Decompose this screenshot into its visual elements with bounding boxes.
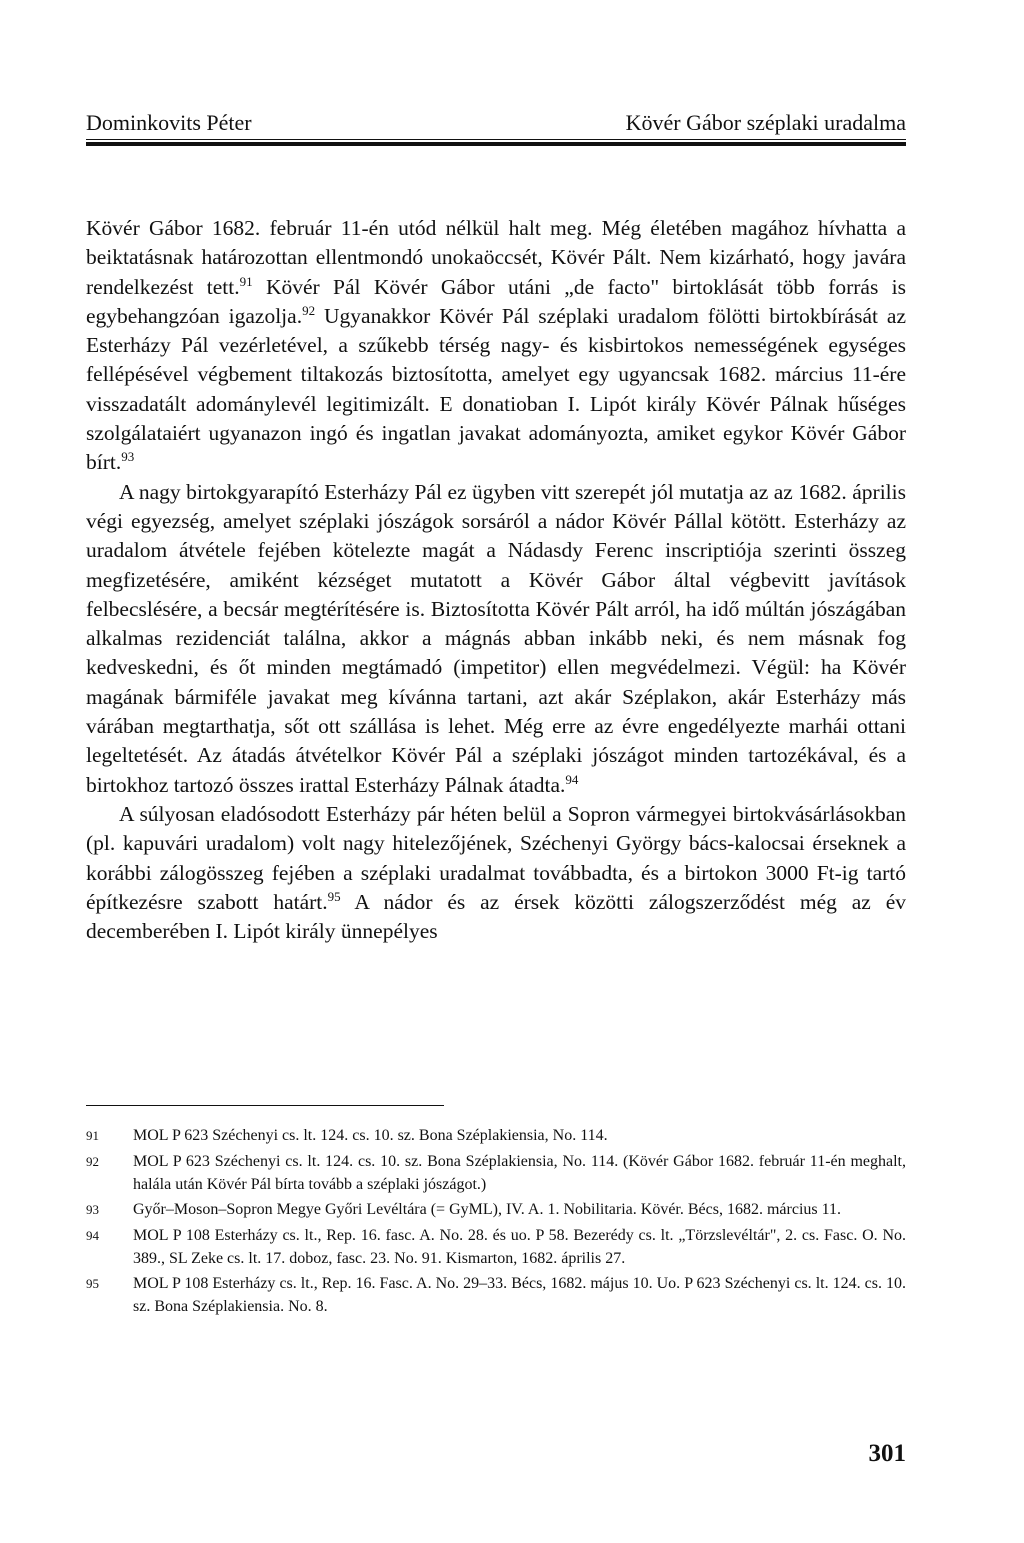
footnote-number: 95 (86, 1276, 99, 1291)
page-number: 301 (868, 1440, 906, 1467)
footnote-text: MOL P 623 Széchenyi cs. lt. 124. cs. 10. sz. Bona Széplakiensia, No. 114. (133, 1127, 608, 1144)
running-header (86, 98, 906, 134)
footnote-number: 91 (86, 1128, 99, 1143)
footnote-item (86, 1198, 906, 1221)
footnotes (86, 1124, 906, 1321)
header-author: Dominkovits Péter (86, 110, 252, 135)
body-text (86, 214, 906, 946)
footnote-ref-93: 93 (121, 449, 135, 465)
footnote-text: MOL P 108 Esterházy cs. lt., Rep. 16. fasc. A. No. 28. és uo. P 58. Bezerédy cs. lt. „Törzslevéltár", 2. cs. Fasc. O. No. 389., SL Zeke cs. lt. 17. doboz, fasc. 23. No. 91. Kismarton, 1682. április 27. (133, 1226, 906, 1267)
footnote-rule (86, 1105, 444, 1106)
header-title: Kövér Gábor széplaki uradalma (625, 110, 906, 135)
paragraph-1 (86, 214, 906, 478)
footnote-ref-91: 91 (239, 273, 253, 289)
footnote-text: MOL P 108 Esterházy cs. lt., Rep. 16. Fasc. A. No. 29–33. Bécs, 1682. május 10. Uo. P 623 Széchenyi cs. lt. 124. cs. 10. sz. Bona Széplakiensia. No. 8. (133, 1275, 906, 1315)
footnote-ref-95: 95 (327, 888, 341, 904)
paragraph-2-text-1: A nagy birtokgyarapító Esterházy Pál ez ügyben vitt szerepét jól mutatja az az 1682. április végi egyezség, amelyet széplaki jószágok sorsáról a nádor Kövér Pállal kötött. Esterházy az uradalom átvétele fejében kötelezte magát a Nádasdy Ferenc inscriptiója szerinti összeg megfizetésére, amiként kézséget mutatott a Kövér Gábor által végbevitt javítások felbecslésére, a becsár megtérítésére is. Biztosította Kövér Pált arról, ha idő múltán jószágában alkalmas rezidenciát találna, akkor a mágnás abban inkább neki, és nem másnak fog kedveskedni, és őt minden megtámadó (impetitor) ellen megvédelmezi. Végül: ha Kövér magának bármiféle javakat meg kívánna tartani, azt akár Széplakon, akár Esterházy más várában megtarthatja, sőt ott szállása is lehet. Még erre az évre engedélyezte marhái ottani legeltetését. Az átadás átvételkor Kövér Pál a széplaki jószágot minden tartozékával, és a birtokhoz tartozó összes irattal Esterházy Pálnak átadta. (86, 479, 906, 797)
header-rule-thin (86, 139, 906, 140)
paragraph-1-text-1: Kövér Gábor 1682. február 11-én utód nélkül halt meg. Még életében magához hívhatta a beiktatásnak határozottan ellentmondó unokaöccsét, Kövér Pált. Nem kizárható, hogy javára rendelkezést tett. (86, 216, 906, 299)
footnote-ref-92: 92 (302, 302, 316, 318)
footnote-item (86, 1272, 906, 1318)
footnote-text: MOL P 623 Széchenyi cs. lt. 124. cs. 10. sz. Bona Széplakiensia, No. 114. (Kövér Gábor 1682. február 11-én meghalt, halála után Kövér Pál bírta tovább a széplaki jószágot.) (133, 1152, 906, 1193)
paragraph-3-text-2: A nádor és az érsek közötti zálogszerződést még az év decemberében I. Lipót király ünnepélyes (86, 889, 906, 944)
footnote-number: 93 (86, 1202, 99, 1217)
footnote-text: Győr–Moson–Sopron Megye Győri Levéltára (= GyML), IV. A. 1. Nobilitaria. Kövér. Bécs, 1682. március 11. (133, 1201, 842, 1218)
footnote-number: 92 (86, 1153, 99, 1169)
footnote-item (86, 1150, 906, 1196)
header-rule-thick (86, 142, 906, 146)
footnote-number: 94 (86, 1227, 99, 1243)
paragraph-1-text-2: Kövér Pál Kövér Gábor utáni „de facto" birtoklását több forrás is egybehangzóan igazolja. (86, 274, 906, 328)
footnote-ref-94: 94 (565, 771, 579, 787)
paragraph-1-text-3: Ugyanakkor Kövér Pál széplaki uradalom fölötti birtokbírását az Esterházy Pál vezérletével, a szűkebb térség nagy- és kisbirtokos nemességének egységes fellépésével végbement tiltakozás biztosította, amelyet egy ugyancsak 1682. március 11-ére visszadatált adománylevél legitimizált. E donatioban I. Lipót király Kövér Pálnak hűséges szolgálataiért ugyanazon ingó és ingatlan javakat adományozta, amiket egykor Kövér Gábor bírt. (86, 303, 906, 475)
footnote-item (86, 1124, 906, 1147)
paragraph-3-text-1: A súlyosan eladósodott Esterházy pár héten belül a Sopron vármegyei birtokvásárlásokban (pl. kapuvári uradalom) volt nagy hitelezőjének, Széchenyi György bács-kalocsai érseknek a korábbi zálogösszeg fejében a széplaki uradalmat továbbadta, és a birtokon 3000 Ft-ig tartó építkezésre szabott határt. (86, 801, 906, 914)
footnote-item (86, 1224, 906, 1270)
paragraph-2 (86, 478, 906, 800)
paragraph-3 (86, 800, 906, 946)
